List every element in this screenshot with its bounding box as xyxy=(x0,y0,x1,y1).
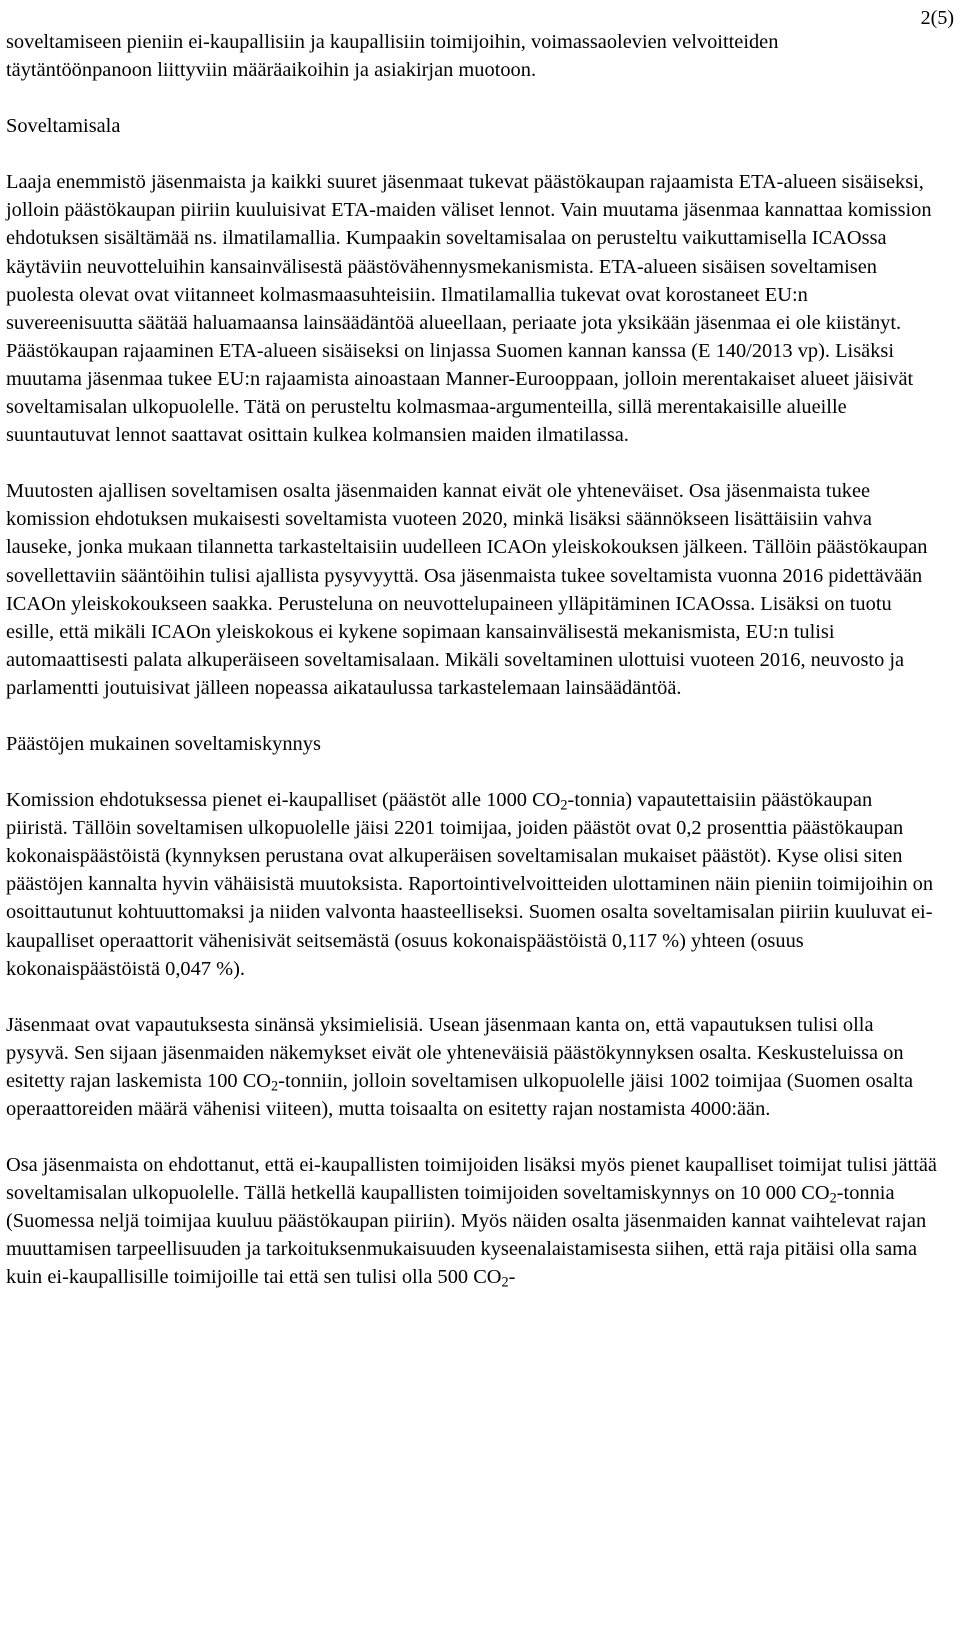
paragraph-commercial xyxy=(6,1151,938,1291)
paragraph-exemption xyxy=(6,1011,938,1123)
paragraph-timing: Muutosten ajallisen soveltamisen osalta jäsenmaiden kannat eivät ole yhteneväiset. Osa jäsenmaista tukee komission ehdotuksen mukaisesti soveltamista vuoteen 2020, minkä lisäksi säännökseen lisättäisiin vahva lauseke, jonka mukaan tilannetta tarkasteltaisiin uudelleen ICAOn yleiskokouksen jälkeen. Tällöin päästökaupan sovellettaviin sääntöihin tulisi ajallista pysyvyyttä. Osa jäsenmaista tukee soveltamista vuonna 2016 pidettävään ICAOn yleiskokoukseen saakka. Perusteluna on neuvottelupaineen ylläpitäminen ICAOssa. Lisäksi on tuotu esille, että mikäli ICAOn yleiskokous ei kykene sopimaan kansainvälisestä mekanismista, EU:n tulisi automaattisesti palata alkuperäiseen soveltamisalaan. Mikäli soveltaminen ulottuisi vuoteen 2016, neuvosto ja parlamentti joutuisivat jälleen nopeassa aikataulussa tarkastelemaan lainsäädäntöä. xyxy=(6,480,928,699)
paragraph-exemption-part2: -tonniin, jolloin soveltamisen ulkopuolelle jäisi 1002 toimijaa (Suomen osalta operaattoreiden määrä vähenisi viiteen), mutta toisaalta on esitetty rajan nostamista 4000:ään. xyxy=(6,1069,914,1120)
paragraph-commercial-part3: - xyxy=(508,1266,516,1289)
co2-subscript: 2 xyxy=(560,797,568,814)
paragraph-spacer xyxy=(6,449,938,477)
paragraph-spacer xyxy=(6,983,938,1011)
document-body xyxy=(6,28,938,1292)
paragraph-threshold-part2: -tonnia) vapautettaisiin päästökaupan piiristä. Tällöin soveltamisen ulkopuolelle jäisi 2201 toimijaa, joiden päästöt ovat 0,2 prosenttia päästökaupan kokonaispäästöistä (kynnyksen perustana ovat alkuperäisen soveltamisalan mukaiset päästöt). Kyse olisi siten päästöjen kannalta hyvin vähäisistä muutoksista. Raportointivelvoitteiden ulottaminen näin pieniin toimijoihin on osoittautunut kohtuuttomaksi ja niiden valvonta haasteelliseksi. Suomen osalta soveltamisalan piiriin kuuluvat ei-kaupalliset operaattorit vähenisivät seitsemästä (osuus kokonaispäästöistä 0,117 %) yhteen (osuus kokonaispäästöistä 0,047 %). xyxy=(6,789,934,980)
page-number: 2(5) xyxy=(920,7,954,29)
paragraph-commercial-part2: -tonnia (Suomessa neljä toimijaa kuuluu päästökaupan piiriin). Myös näiden osalta jäsenmaiden kannat vaihtelevat rajan muuttamisen tarpeellisuuden ja tarkoituksenmukaisuuden kyseenalaistamisesta siihen, että raja pitäisi olla sama kuin ei-kaupallisille toimijoille tai että sen tulisi olla 500 CO xyxy=(6,1182,927,1289)
heading-threshold: Päästöjen mukainen soveltamiskynnys xyxy=(6,732,321,755)
paragraph-threshold xyxy=(6,786,938,983)
paragraph-threshold-part1: Komission ehdotuksessa pienet ei-kaupalliset (päästöt alle 1000 CO xyxy=(6,789,561,812)
paragraph-scope: Laaja enemmistö jäsenmaista ja kaikki suuret jäsenmaat tukevat päästökaupan rajaamista ETA-alueen sisäiseksi, jolloin päästökaupan piiriin kuuluisivat ETA-maiden väliset lennot. Vain muutama jäsenmaa kannattaa komission ehdotuksen sisältämää ns. ilmatilamallia. Kumpaakin soveltamisalaa on perusteltu vaikuttamisella ICAOssa käytäviin neuvotteluihin kansainvälisestä päästövähennysmekanismista. ETA-alueen sisäisen soveltamisen puolesta olevat ovat viitanneet kolmasmaasuhteisiin. Ilmatilamallia tukevat ovat korostaneet EU:n suvereenisuutta säätää haluamaansa lainsäädäntöä alueellaan, periaate jota yksikään jäsenmaa ei ole kiistänyt. Päästökaupan rajaaminen ETA-alueen sisäiseksi on linjassa Suomen kannan kanssa (E 140/2013 vp). Lisäksi muutama jäsenmaa tukee EU:n rajaamista ainoastaan Manner-Eurooppaan, jolloin merentakaiset alueet jäisivät soveltamisalan ulkopuolelle. Tätä on perusteltu kolmasmaa-argumenteilla, sillä merentakaisille alueille suuntautuvat lennot saattavat osittain kulkea kolmansien maiden ilmatilassa. xyxy=(6,171,932,447)
paragraph-spacer xyxy=(6,140,938,168)
heading-scope: Soveltamisala xyxy=(6,115,121,138)
paragraph-spacer xyxy=(6,758,938,786)
paragraph-spacer xyxy=(6,1123,938,1151)
co2-subscript: 2 xyxy=(271,1078,279,1095)
co2-subscript: 2 xyxy=(829,1190,837,1207)
co2-subscript: 2 xyxy=(501,1275,509,1292)
paragraph-intro: soveltamiseen pieniin ei-kaupallisiin ja kaupallisiin toimijoihin, voimassaolevien velvoitteiden täytäntöönpanoon liittyviin määräaikoihin ja asiakirjan muotoon. xyxy=(6,31,779,82)
paragraph-spacer xyxy=(6,84,938,112)
paragraph-spacer xyxy=(6,702,938,730)
paragraph-exemption-part1: Jäsenmaat ovat vapautuksesta sinänsä yksimielisiä. Usean jäsenmaan kanta on, että vapautuksen tulisi olla pysyvä. Sen sijaan jäsenmaiden näkemykset eivät ole yhteneväisiä päästökynnyksen osalta. Keskusteluissa on esitetty rajan laskemista 100 CO xyxy=(6,1013,904,1092)
paragraph-commercial-part1: Osa jäsenmaista on ehdottanut, että ei-kaupallisten toimijoiden lisäksi myös pienet kaupalliset toimijat tulisi jättää soveltamisalan ulkopuolelle. Tällä hetkellä kaupallisten toimijoiden soveltamiskynnys on 10 000 CO xyxy=(6,1154,937,1205)
